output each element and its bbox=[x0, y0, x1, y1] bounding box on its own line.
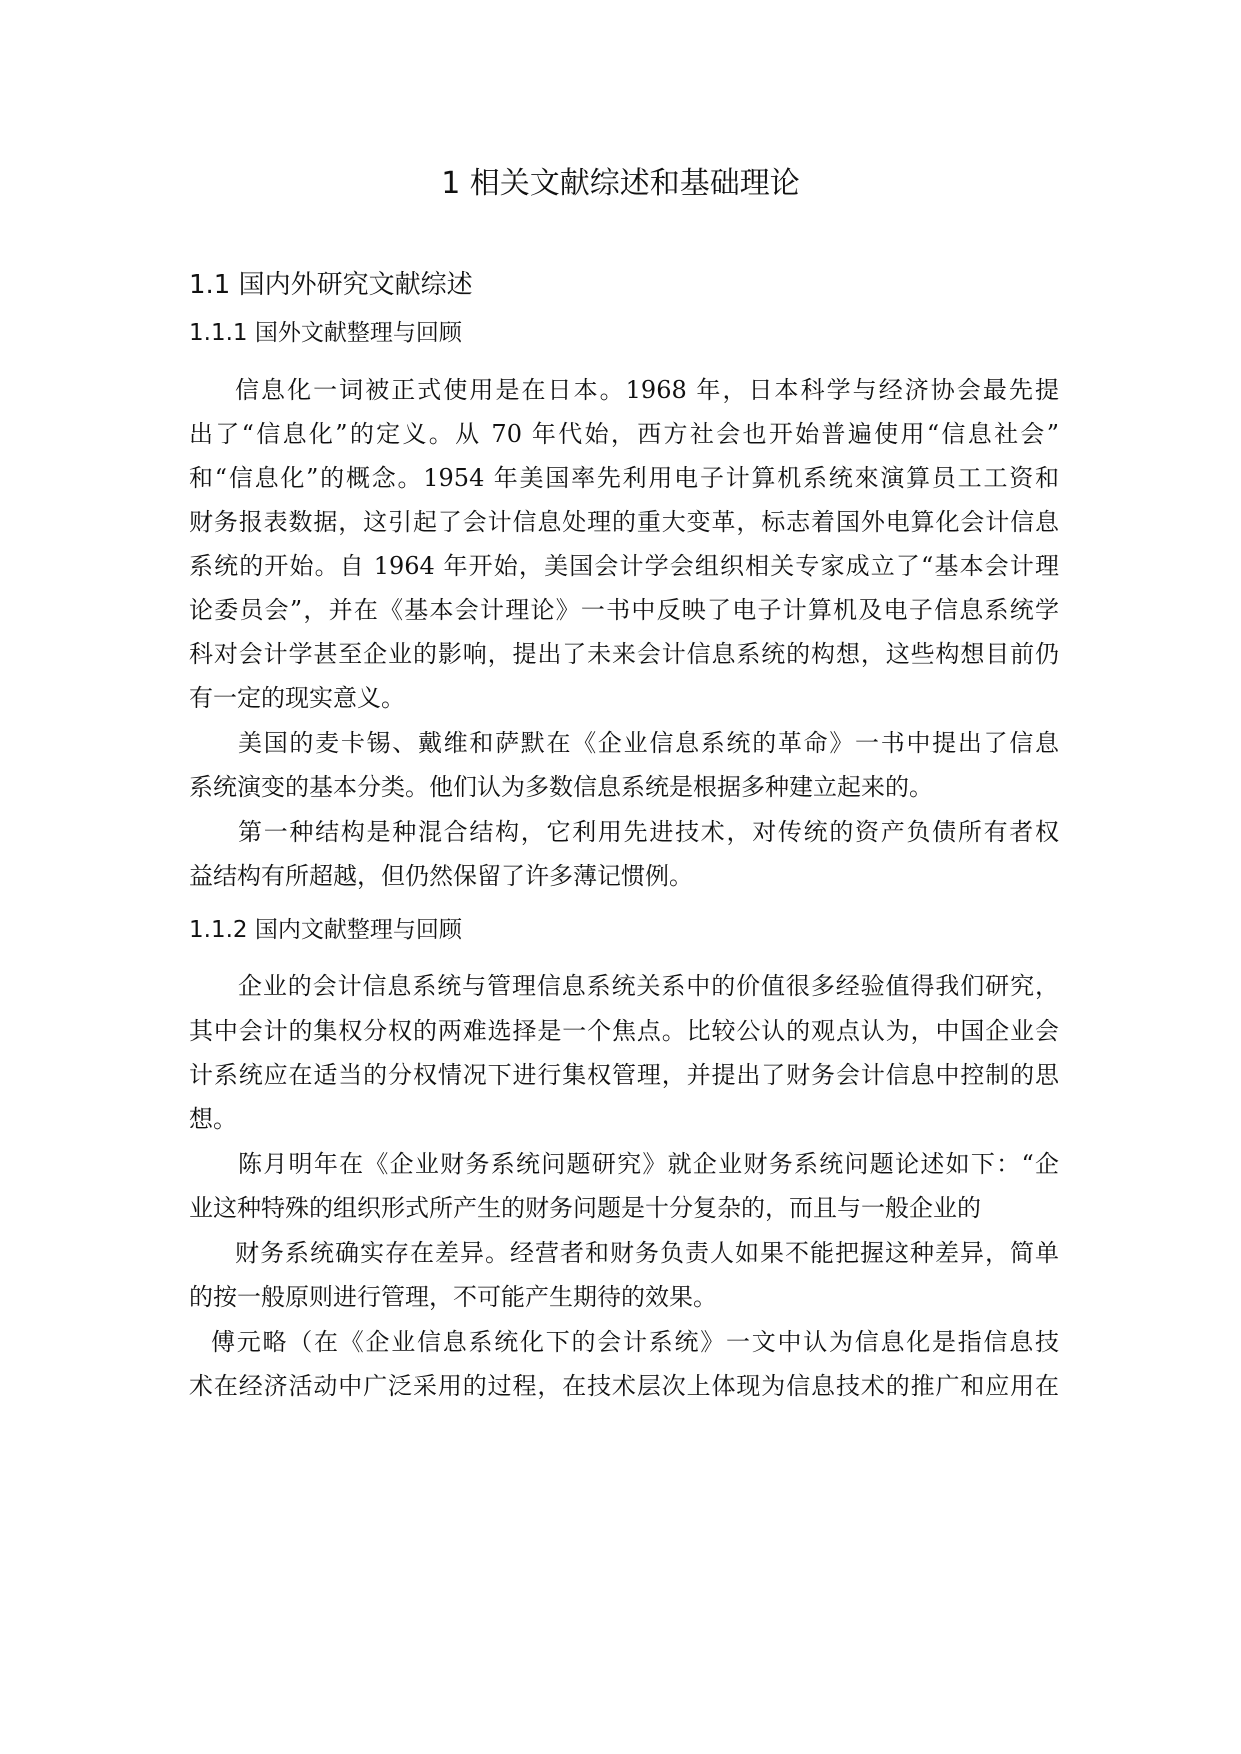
paragraph-line: 和“信息化”的概念。1954 年美国率先利用电子计算机系统來演算员工工资和 bbox=[189, 464, 1059, 492]
chapter-title: 1 相关文献综述和基础理论 bbox=[441, 166, 800, 201]
paragraph-line: 第一种结构是种混合结构，它利用先进技术，对传统的资产负债所有者权 bbox=[238, 818, 1059, 846]
subsection-title-domestic: 1.1.2 国内文献整理与回顾 bbox=[189, 917, 462, 943]
paragraph-line: 计系统应在适当的分权情况下进行集权管理，并提出了财务会计信息中控制的思 bbox=[189, 1061, 1059, 1089]
paragraph-line: 美国的麦卡锡、戴维和萨默在《企业信息系统的革命》一书中提出了信息 bbox=[238, 729, 1059, 757]
paragraph-line: 想。 bbox=[189, 1105, 237, 1133]
paragraph-line: 信息化一词被正式使用是在日本。1968 年，日本科学与经济协会最先提 bbox=[235, 376, 1059, 404]
paragraph-line: 的按一般原则进行管理，不可能产生期待的效果。 bbox=[189, 1283, 717, 1311]
paragraph-line: 系统演变的基本分类。他们认为多数信息系统是根据多种建立起来的。 bbox=[189, 773, 933, 801]
paragraph-line: 科对会计学甚至企业的影响，提出了未来会计信息系统的构想，这些构想目前仍 bbox=[189, 640, 1059, 668]
paragraph-line: 出了“信息化”的定义。从 70 年代始，西方社会也开始普遍使用“信息社会” bbox=[189, 420, 1059, 448]
paragraph-line: 系统的开始。自 1964 年开始，美国会计学会组织相关专家成立了“基本会计理 bbox=[189, 552, 1059, 580]
paragraph-line: 财务报表数据，这引起了会计信息处理的重大变革，标志着国外电算化会计信息 bbox=[189, 508, 1059, 536]
paragraph-line: 企业的会计信息系统与管理信息系统关系中的价值很多经验值得我们研究， bbox=[238, 972, 1059, 1000]
paragraph-line: 傅元略（在《企业信息系统化下的会计系统》一文中认为信息化是指信息技 bbox=[211, 1328, 1059, 1356]
subsection-title-foreign: 1.1.1 国外文献整理与回顾 bbox=[189, 320, 462, 346]
section-title: 1.1 国内外研究文献综述 bbox=[189, 270, 473, 300]
paragraph-line: 其中会计的集权分权的两难选择是一个焦点。比较公认的观点认为，中国企业会 bbox=[189, 1017, 1059, 1045]
paragraph-line: 财务系统确实存在差异。经营者和财务负责人如果不能把握这种差异，简单 bbox=[235, 1239, 1059, 1267]
paragraph-line: 陈月明年在《企业财务系统问题研究》就企业财务系统问题论述如下：“企 bbox=[238, 1150, 1059, 1178]
paragraph-line: 有一定的现实意义。 bbox=[189, 684, 405, 712]
paragraph-line: 业这种特殊的组织形式所产生的财务问题是十分复杂的，而且与一般企业的 bbox=[189, 1194, 981, 1222]
paragraph-line: 益结构有所超越，但仍然保留了许多薄记惯例。 bbox=[189, 862, 693, 890]
paragraph-line: 论委员会”，并在《基本会计理论》一书中反映了电子计算机及电子信息系统学 bbox=[189, 596, 1059, 624]
paragraph-line: 术在经济活动中广泛采用的过程，在技术层次上体现为信息技术的推广和应用在 bbox=[189, 1372, 1059, 1400]
